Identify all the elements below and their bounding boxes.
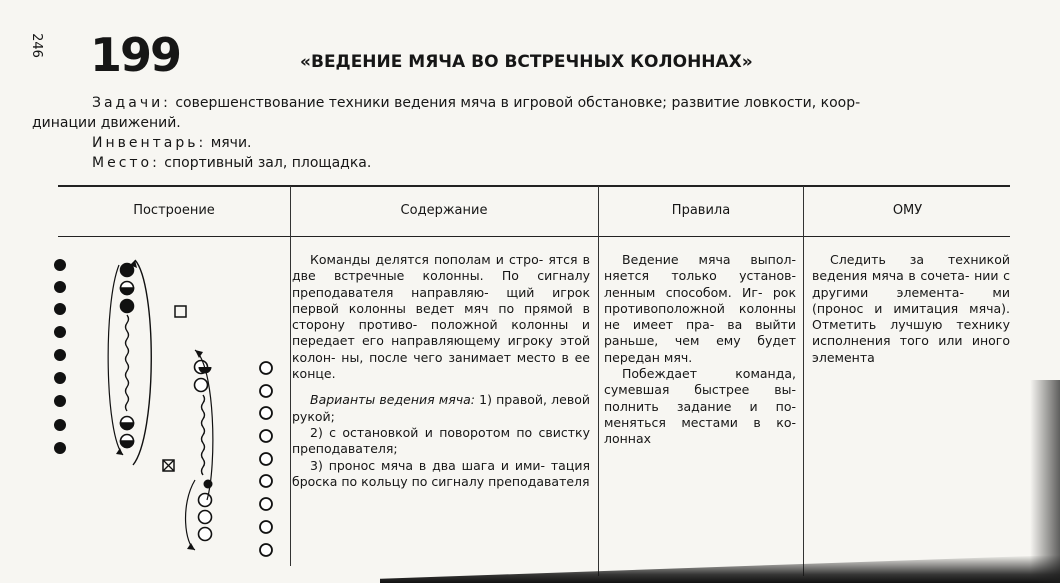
scan-shadow-right [1030,380,1060,583]
header-rules: Правила [671,203,731,218]
header-construction: Построение [133,203,215,218]
rules-paragraph-1: Ведение мяча выпол- няется только установ- ленным способом. Иг- рок противоположной колонны не имеет пра- ва выйти раньше, чем ему будет передан мяч. [604,252,796,365]
right-column-players [260,362,272,556]
column-divider [803,186,804,576]
exercise-title: «ВЕДЕНИЕ МЯЧА ВО ВСТРЕЧНЫХ КОЛОННАХ» [300,52,753,72]
second-dribble-path [202,395,205,475]
rules-paragraph-2: Побеждает команда, сумевшая быстрее вы- полнить задание и по- меняться местами в ко- лоннах [604,366,796,447]
scan-shadow-bottom [380,555,1060,583]
inventory-text: мячи. [210,135,252,151]
column-divider [290,186,291,566]
exercise-number: 199 [90,28,181,82]
tasks-label: Задачи: [92,95,171,111]
header-content: Содержание [400,203,488,218]
variant-2: 2) с остановкой и поворотом по свистку преподавателя; [292,424,590,457]
tasks-line [92,93,1022,113]
teacher-marked-square [163,460,174,471]
intro-block [32,93,1022,173]
inventory-label: Инвентарь: [92,135,207,151]
column-divider [598,186,599,576]
content-cell [292,252,590,490]
omu-paragraph: Следить за техникой ведения мяча в сочета- нии с другими элемента- ми (пронос и имитация мяча). Отметить лучшую технику исполнения того или иного элемента [812,252,1010,365]
return-arrow [133,260,151,465]
place-line [92,153,1022,173]
page-number: 246 [28,33,44,58]
variants-paragraph [292,392,590,425]
left-column-players [54,259,66,454]
tasks-text-line1: совершенствование техники ведения мяча в игровой обстановке; развитие ловкости, коор- [175,95,861,111]
variants-label: Варианты ведения мяча: [310,392,475,408]
tasks-text-line2: динации движений. [32,115,181,131]
omu-cell [812,252,1010,366]
rules-cell [604,252,796,448]
inventory-line [92,133,1022,153]
content-paragraph: Команды делятся пополам и стро- ятся в две встречные колонны. По сигналу преподавателя направляю- щий игрок первой колонны ведет мяч по прямой в сторону противо- положной колонны и передает его направляющему игроку этой колон- ны, после чего занимает место в ее конце. [292,252,590,382]
header-omu: ОМУ [892,203,923,218]
place-text: спортивный зал, площадка. [164,155,372,171]
dribble-path [126,315,129,411]
teacher-square [175,306,186,317]
table-header-rule [58,236,1010,237]
table-top-rule [58,185,1010,187]
formation-diagram [45,245,290,565]
variant-1: 1) правой, левой рукой; [292,392,590,424]
variant-3: 3) пронос мяча в два шага и ими- тация броска по кольцу по сигналу преподавателя [292,457,590,489]
place-label: Место: [92,155,160,171]
